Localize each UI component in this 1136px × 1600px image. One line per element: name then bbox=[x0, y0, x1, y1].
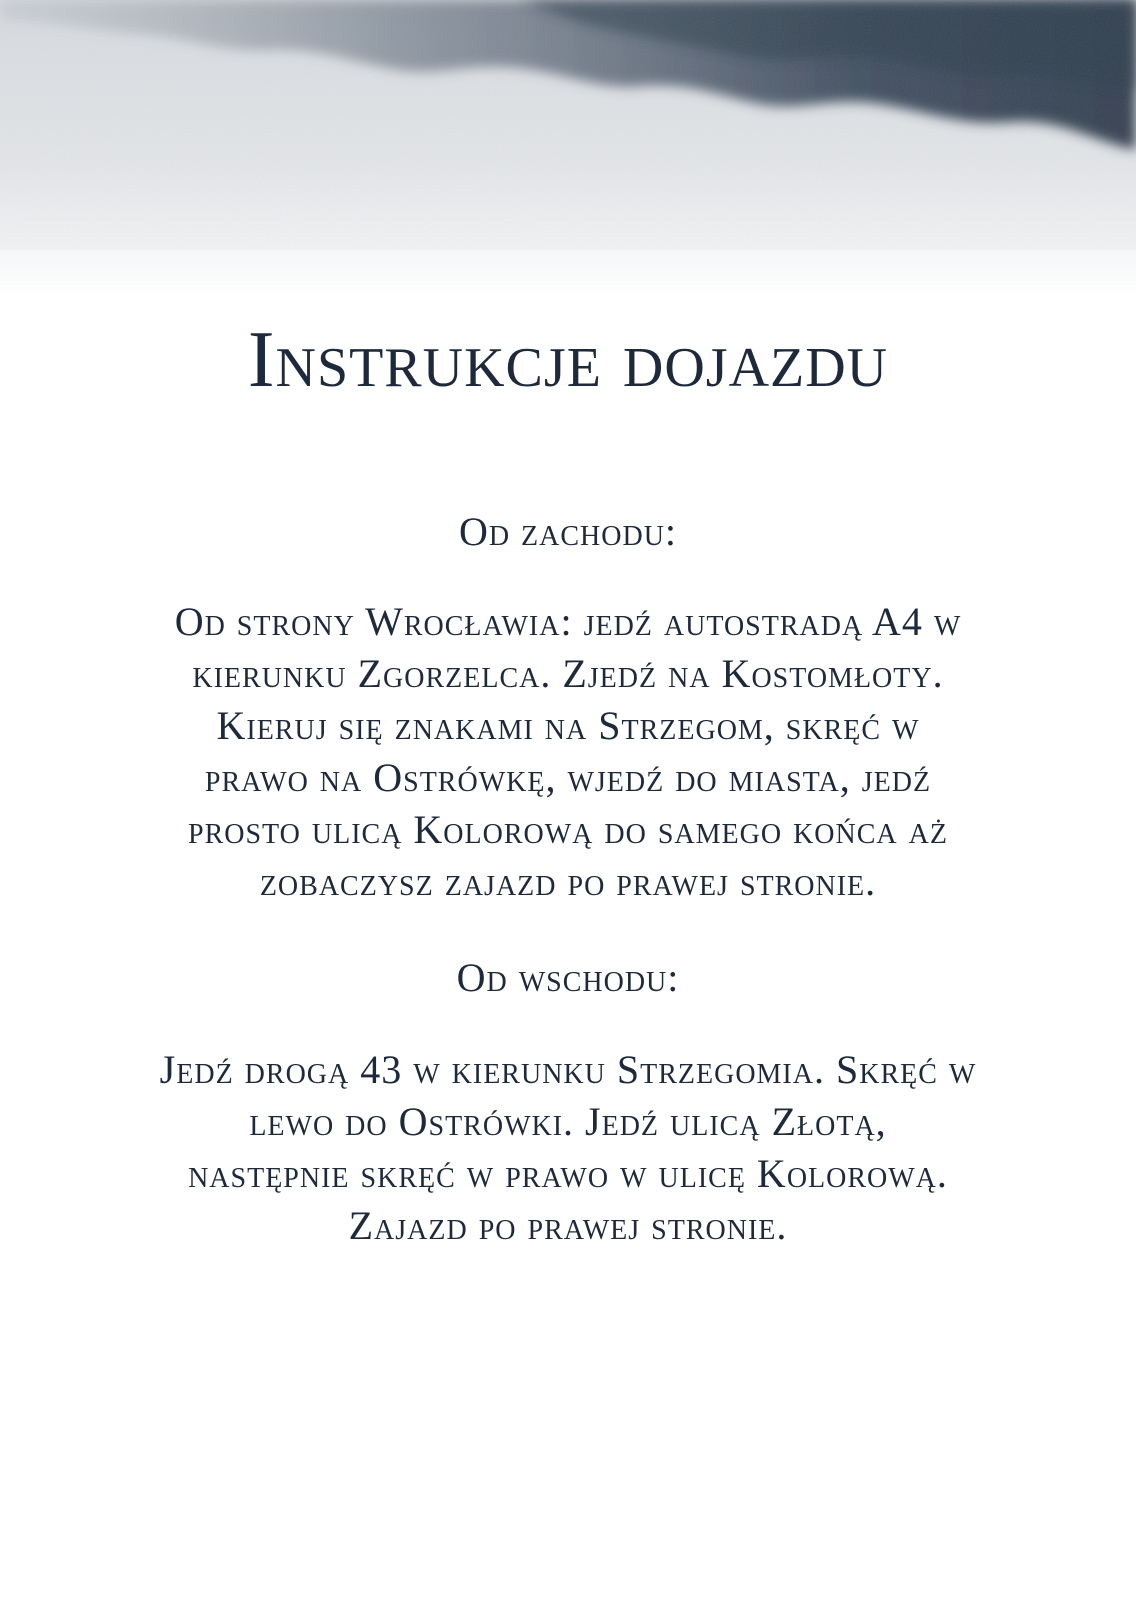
directions-east-text bbox=[88, 1044, 1048, 1252]
text-line: prosto ulicą Kolorową do samego końca aż bbox=[188, 807, 948, 852]
text-line: prawo na Ostrówkę, wjedź do miasta, jedź bbox=[204, 755, 932, 800]
section-heading-west: Od zachodu: bbox=[458, 509, 678, 554]
text-line: lewo do Ostrówki. Jedź ulicą Złotą, bbox=[249, 1099, 887, 1144]
watercolor-wash-header bbox=[0, 0, 1136, 300]
text-line: Jedź drogą 43 w kierunku Strzegomia. Skręć w bbox=[159, 1047, 977, 1092]
directions-content bbox=[0, 300, 1136, 1252]
text-line: kierunku Zgorzelca. Zjedź na Kostomłoty. bbox=[192, 651, 944, 696]
text-line: zobaczysz zajazd po prawej stronie. bbox=[259, 859, 877, 904]
directions-west-text bbox=[88, 596, 1048, 908]
text-line: następnie skręć w prawo w ulicę Kolorową. bbox=[188, 1151, 948, 1196]
text-line: Od strony Wrocławia: jedź autostradą A4 w bbox=[174, 599, 962, 644]
text-line: Kieruj się znakami na Strzegom, skręć w bbox=[216, 703, 920, 748]
text-line: Zajazd po prawej stronie. bbox=[348, 1203, 788, 1248]
section-heading-east: Od wschodu: bbox=[456, 955, 680, 1000]
page-title: Instrukcje dojazdu bbox=[247, 316, 889, 404]
